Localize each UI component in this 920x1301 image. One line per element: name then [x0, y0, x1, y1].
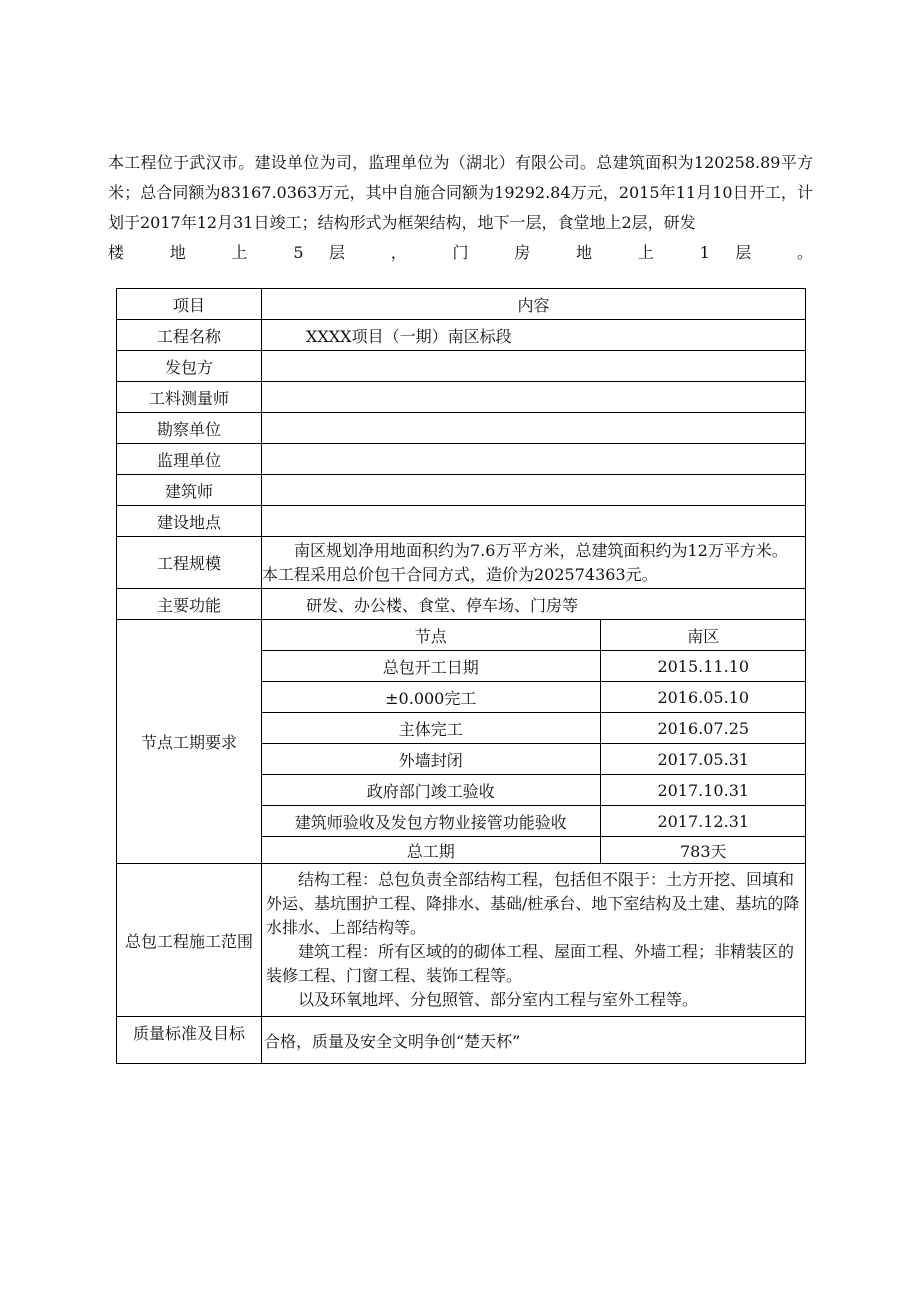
row-label-survey-unit: 勘察单位	[117, 413, 262, 444]
schedule-node: 政府部门竣工验收	[262, 775, 600, 806]
row-value-project-name: XXXX项目（一期）南区标段	[262, 320, 806, 351]
row-value-function: 研发、办公楼、食堂、停车场、门房等	[262, 589, 806, 620]
row-label-function: 主要功能	[117, 589, 262, 620]
row-label-architect: 建筑师	[117, 475, 262, 506]
row-value-scale: 南区规划净用地面积约为7.6万平方米，总建筑面积约为12万平方米。本工程采用总价包干合同方式，造价为202574363元。	[262, 537, 806, 589]
row-value-survey-unit	[262, 413, 806, 444]
schedule-node: ±0.000完工	[262, 682, 600, 713]
scope-label: 总包工程施工范围	[117, 864, 262, 1017]
row-value-site	[262, 506, 806, 537]
schedule-date: 2016.07.25	[600, 713, 806, 744]
schedule-date: 2016.05.10	[600, 682, 806, 713]
header-value: 内容	[262, 289, 806, 320]
intro-paragraph	[108, 148, 813, 268]
row-label-quantity-surveyor: 工料测量师	[117, 382, 262, 413]
schedule-date: 2017.12.31	[600, 806, 806, 837]
row-value-employer	[262, 351, 806, 382]
schedule-date: 2015.11.10	[600, 651, 806, 682]
schedule-date: 2017.05.31	[600, 744, 806, 775]
scope-structure: 结构工程：总包负责全部结构工程，包括但不限于：土方开挖、回填和外运、基坑围护工程、降排水、基础/桩承台、地下室结构及土建、基坑的降水排水、上部结构等。	[266, 870, 800, 937]
row-label-project-name: 工程名称	[117, 320, 262, 351]
row-value-supervision-unit	[262, 444, 806, 475]
row-value-architect	[262, 475, 806, 506]
row-value-quantity-surveyor	[262, 382, 806, 413]
quality-value: 合格，质量及安全文明争创“楚天杯”	[262, 1017, 806, 1064]
schedule-date: 2017.10.31	[600, 775, 806, 806]
schedule-table	[262, 620, 806, 863]
schedule-node: 建筑师验收及发包方物业接管功能验收	[262, 806, 600, 837]
schedule-node: 外墙封闭	[262, 744, 600, 775]
schedule-label: 节点工期要求	[117, 620, 262, 864]
schedule-cell	[262, 620, 806, 864]
quality-label: 质量标准及目标	[117, 1017, 262, 1064]
schedule-col-area: 南区	[600, 620, 806, 651]
schedule-node-total: 总工期	[262, 837, 600, 864]
row-label-employer: 发包方	[117, 351, 262, 382]
schedule-node: 主体完工	[262, 713, 600, 744]
schedule-node: 总包开工日期	[262, 651, 600, 682]
schedule-col-node: 节点	[262, 620, 600, 651]
row-label-scale: 工程规模	[117, 537, 262, 589]
scope-cell	[262, 864, 806, 1017]
header-label: 项目	[117, 289, 262, 320]
intro-body: 本工程位于武汉市。建设单位为司，监理单位为（湖北）有限公司。总建筑面积为120258.89平方米；总合同额为83167.0363万元，其中自施合同额为19292.84万元，2015年11月10日开工，计划于2017年12月31日竣工；结构形式为框架结构，地下一层，食堂地上2层，研发	[108, 153, 813, 232]
scope-building: 建筑工程：所有区域的的砌体工程、屋面工程、外墙工程；非精装区的装修工程、门窗工程、装饰工程等。	[266, 942, 795, 985]
schedule-date-total: 783天	[600, 837, 806, 864]
intro-last-line: 楼 地 上 5 层 ， 门 房 地 上 1 层 。	[108, 243, 813, 262]
project-info-table	[116, 288, 806, 1064]
row-label-supervision-unit: 监理单位	[117, 444, 262, 475]
row-label-site: 建设地点	[117, 506, 262, 537]
scope-other: 以及环氧地坪、分包照管、部分室内工程与室外工程等。	[298, 990, 699, 1009]
